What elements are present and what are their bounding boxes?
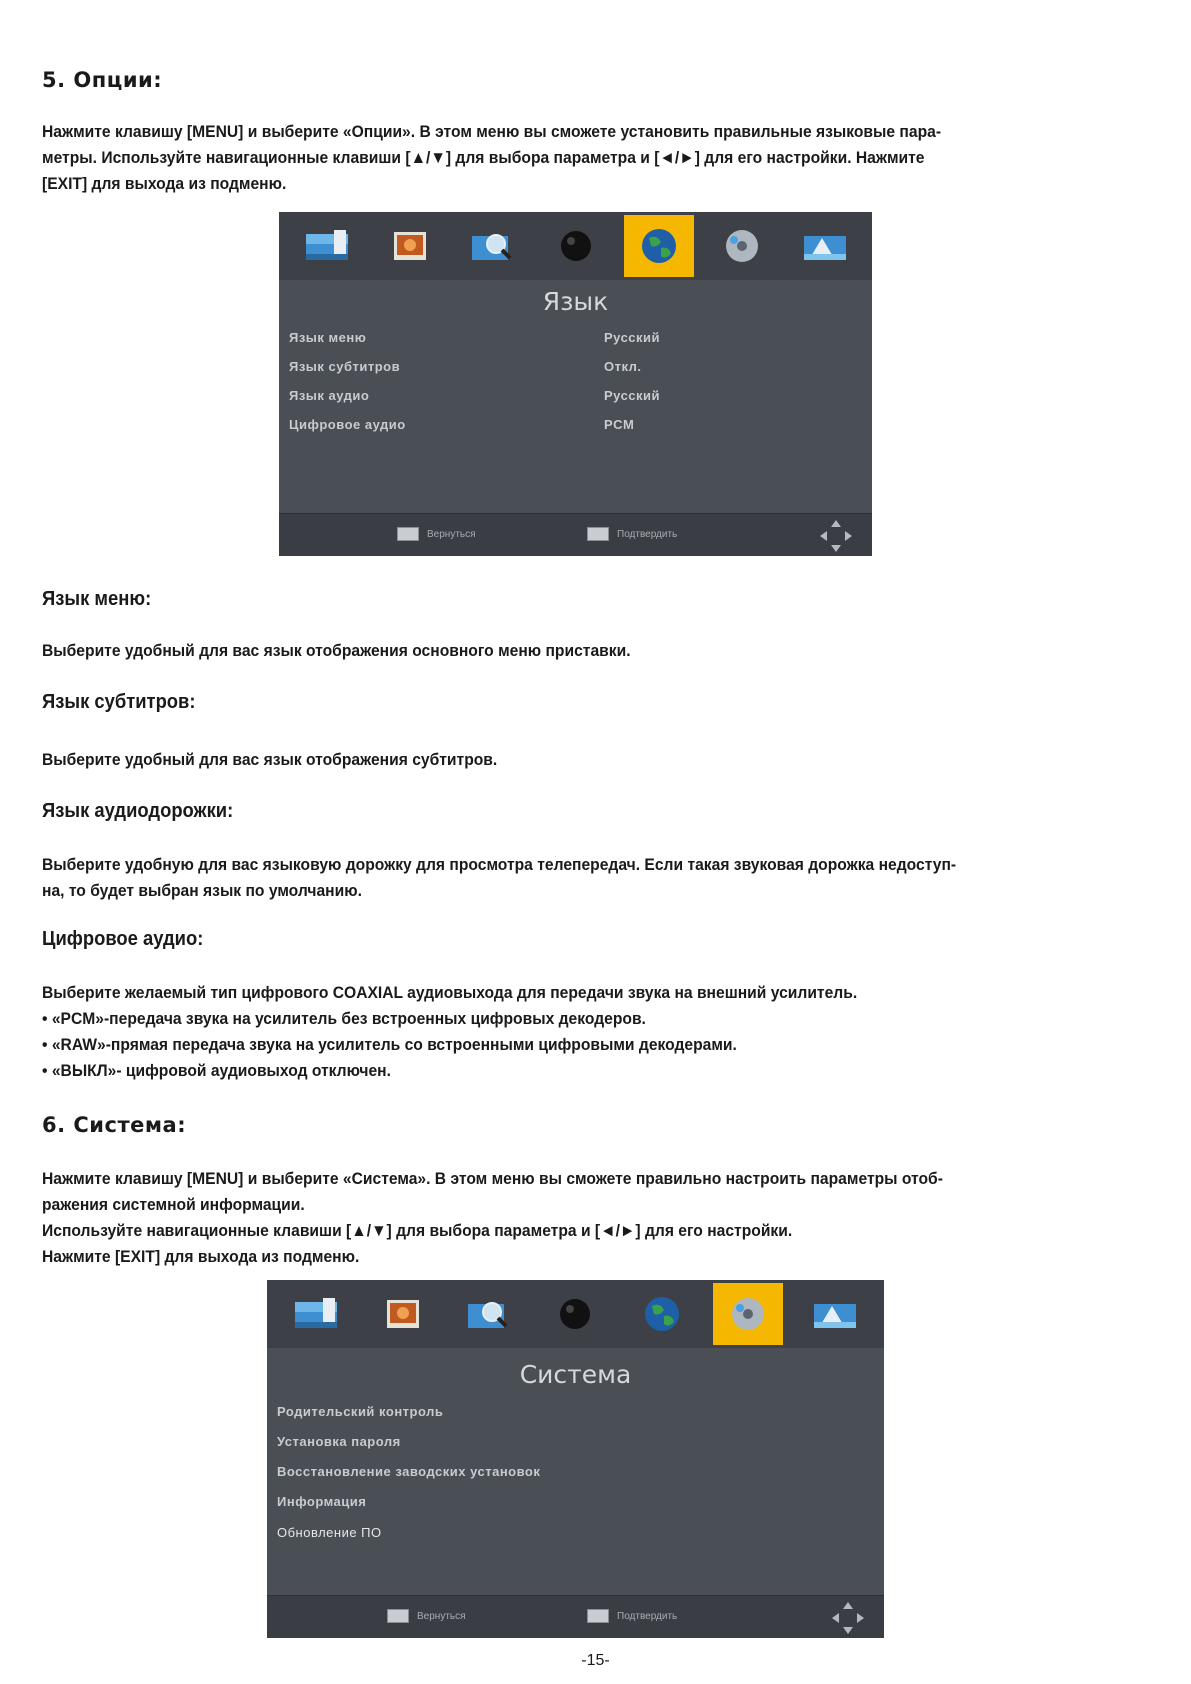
photo-icon xyxy=(375,215,445,277)
search-icon xyxy=(458,215,528,277)
menu-key-icon xyxy=(387,1609,409,1623)
options-intro-line-2: метры. Используйте навигационные клавиши [▲/▼] для выбора параметра и [◄/►] для его настройки. Нажмите xyxy=(42,148,925,167)
navigation-arrows-icon xyxy=(818,518,854,554)
system-intro-line-4: Нажмите [EXIT] для выхода из подменю. xyxy=(42,1247,360,1266)
options-intro-line-3: [EXIT] для выхода из подменю. xyxy=(42,174,287,193)
software-update-item[interactable]: Обновление ПО xyxy=(277,1525,382,1540)
system-intro-line-1: Нажмите клавишу [MENU] и выберите «Система». В этом меню вы сможете правильно настроить параметры отоб- xyxy=(42,1169,943,1188)
system-intro-line-3: Используйте навигационные клавиши [▲/▼] для выбора параметра и [◄/►] для его настройки. xyxy=(42,1221,793,1240)
parental-control-item[interactable]: Родительский контроль xyxy=(277,1404,444,1419)
digital-audio-heading: Цифровое аудио: xyxy=(42,928,204,950)
confirm-hint xyxy=(587,527,677,541)
back-hint xyxy=(387,1609,466,1623)
back-hint-label: Вернуться xyxy=(417,1610,466,1622)
confirm-hint-label: Подтвердить xyxy=(617,1610,678,1622)
tv-icon xyxy=(292,215,362,277)
audio-language-value[interactable]: Русский xyxy=(604,388,661,403)
ok-key-icon xyxy=(587,1609,609,1623)
audio-track-text xyxy=(42,852,1036,904)
subtitle-language-value[interactable]: Откл. xyxy=(604,359,642,374)
subtitle-language-heading: Язык субтитров: xyxy=(42,691,196,713)
password-setup-item[interactable]: Установка пароля xyxy=(277,1434,401,1449)
menu-language-heading: Язык меню: xyxy=(42,588,152,610)
menu-icon-bar xyxy=(279,212,872,280)
digital-audio-raw-bullet: • «RAW»-прямая передача звука на усилитель со встроенными цифровыми декодерами. xyxy=(42,1035,737,1054)
photo-icon xyxy=(368,1283,438,1345)
confirm-hint xyxy=(587,1609,677,1623)
menu-icon-bar xyxy=(267,1280,884,1348)
options-intro-line-1: Нажмите клавишу [MENU] и выберите «Опции». В этом меню вы сможете установить правильные языковые пара- xyxy=(42,122,942,141)
disc-icon xyxy=(707,215,777,277)
menu-language-label[interactable]: Язык меню xyxy=(289,330,367,345)
tv-icon xyxy=(281,1283,351,1345)
screen-footer xyxy=(279,513,872,556)
screen-title: Система xyxy=(519,1360,632,1389)
system-menu-screenshot xyxy=(267,1280,884,1638)
ok-key-icon xyxy=(587,527,609,541)
audio-track-text-line-1: Выберите удобную для вас языковую дорожку для просмотра телепередач. Если такая звуковая дорожка недоступ- xyxy=(42,855,957,874)
clouds-icon xyxy=(790,215,860,277)
section-title-system: 6. Система: xyxy=(42,1113,187,1137)
information-item[interactable]: Информация xyxy=(277,1494,367,1509)
clouds-icon xyxy=(800,1283,870,1345)
page-number: -15- xyxy=(581,1652,610,1669)
section-title-options: 5. Опции: xyxy=(42,68,163,92)
menu-key-icon xyxy=(397,527,419,541)
back-hint xyxy=(397,527,476,541)
globe-icon xyxy=(624,215,694,277)
screen-title: Язык xyxy=(542,287,609,316)
digital-audio-value[interactable]: PCM xyxy=(604,417,635,432)
screen-footer xyxy=(267,1595,884,1638)
digital-audio-text-line-1: Выберите желаемый тип цифрового COAXIAL аудиовыхода для передачи звука на внешний усилитель. xyxy=(42,983,858,1002)
globe-icon xyxy=(627,1283,697,1345)
system-intro xyxy=(42,1166,1036,1270)
ball-icon xyxy=(541,215,611,277)
back-hint-label: Вернуться xyxy=(427,528,476,540)
digital-audio-text xyxy=(42,980,1036,1084)
ball-icon xyxy=(540,1283,610,1345)
digital-audio-label[interactable]: Цифровое аудио xyxy=(289,417,406,432)
audio-language-label[interactable]: Язык аудио xyxy=(289,388,370,403)
audio-track-text-line-2: на, то будет выбран язык по умолчанию. xyxy=(42,881,362,900)
subtitle-language-label[interactable]: Язык субтитров xyxy=(289,359,401,374)
digital-audio-pcm-bullet: • «PCM»-передача звука на усилитель без встроенных цифровых декодеров. xyxy=(42,1009,646,1028)
audio-track-heading: Язык аудиодорожки: xyxy=(42,800,234,822)
confirm-hint-label: Подтвердить xyxy=(617,528,678,540)
digital-audio-off-bullet: • «ВЫКЛ»- цифровой аудиовыход отключен. xyxy=(42,1061,391,1080)
menu-language-text: Выберите удобный для вас язык отображения основного меню приставки. xyxy=(42,641,631,660)
factory-reset-item[interactable]: Восстановление заводских установок xyxy=(277,1464,541,1479)
navigation-arrows-icon xyxy=(830,1600,866,1636)
disc-icon xyxy=(713,1283,783,1345)
language-menu-screenshot xyxy=(279,212,872,556)
system-intro-line-2: ражения системной информации. xyxy=(42,1195,305,1214)
search-icon xyxy=(454,1283,524,1345)
options-intro xyxy=(42,119,1036,197)
menu-language-value[interactable]: Русский xyxy=(604,330,661,345)
subtitle-language-text: Выберите удобный для вас язык отображения субтитров. xyxy=(42,750,498,769)
